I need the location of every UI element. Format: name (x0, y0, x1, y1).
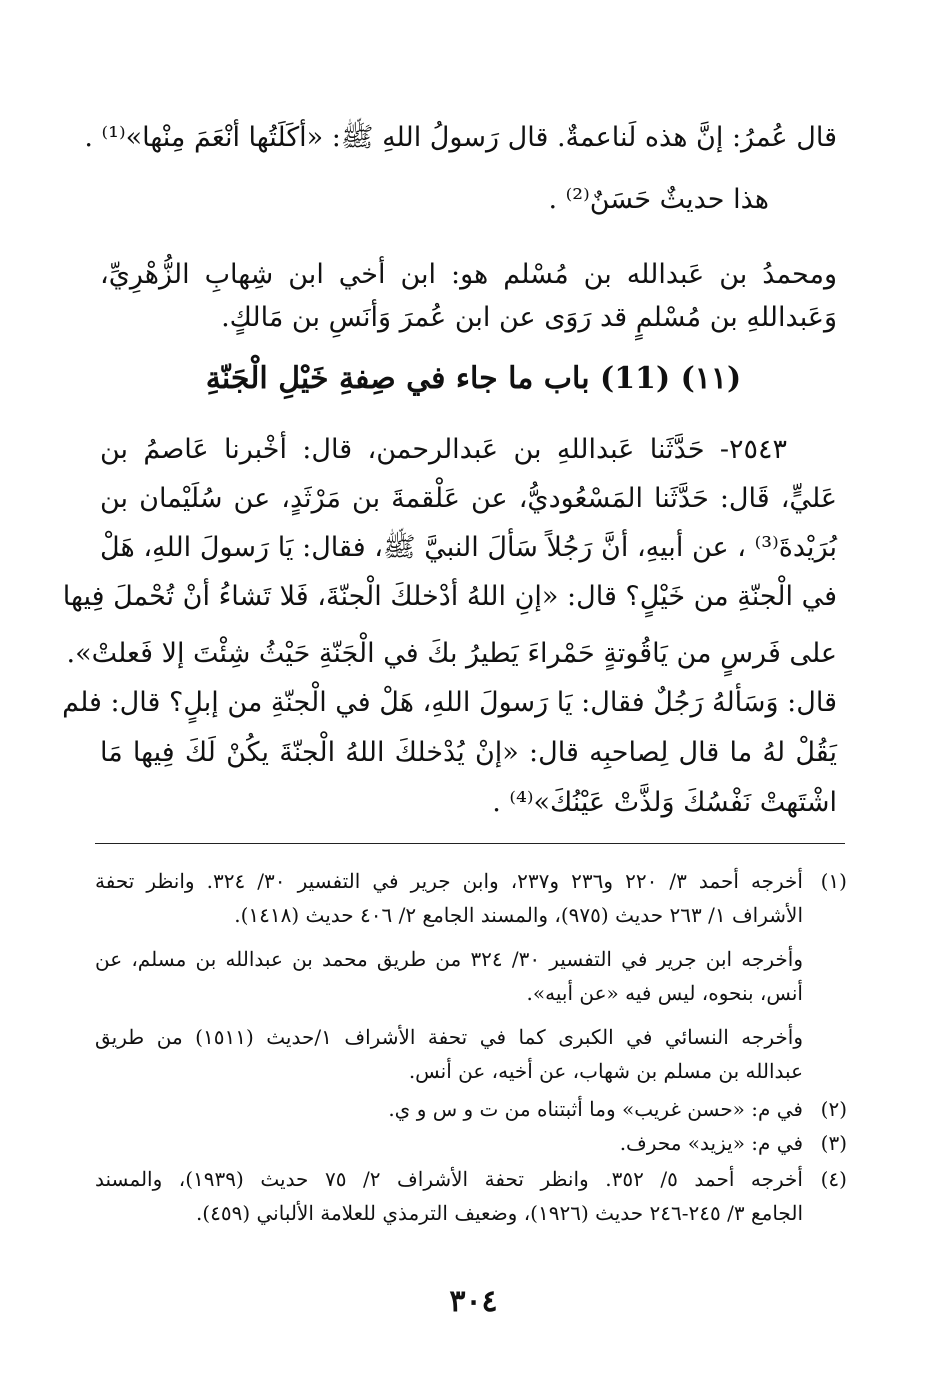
footnote-1-line-2: الأشراف ١/ ٢٦٣ حديث (٩٧٥)، والمسند الجامع ٢/ ٤٠٦ حديث (١٤١٨). (234, 903, 803, 927)
page-number: ٣٠٤ (449, 1284, 498, 1319)
footnote-1-line-1 (95, 866, 847, 896)
hadith-line-5: على فَرسٍ من يَاقُوتةٍ حَمْراءَ يَطيرُ بكَ في الْجَنّةِ حَيْثُ شِئْتَ إلا فَعلتْ». (66, 638, 837, 669)
footnote-number: (٢) (820, 1097, 847, 1121)
footnote-2 (95, 1094, 847, 1124)
footnote-1-line-4: أنس، بنحوه، ليس فيه «عن أبيه». (526, 981, 803, 1005)
body-line-3: ومحمدُ بن عَبدالله بن مُسْلم هو: ابن أخي ابن شِهابِ الزُّهْرِيِّ، (100, 259, 837, 290)
footnote-number: (١) (820, 869, 847, 893)
hadith-line-6: قال: وَسَألهُ رَجُلٌ فقال: يَا رَسولَ اللهِ، هَلْ في الْجنّةِ من إبلٍ؟ قال: فلم (62, 687, 837, 718)
footnote-text: أخرجه أحمد ٣/ ٢٢٠ و٢٣٦ و٢٣٧، وابن جرير في التفسير ٣٠/ ٣٢٤. وانظر تحفة (95, 869, 803, 893)
footnote-text: في م: «يزيد» محرف. (619, 1131, 803, 1155)
footnote-1-line-6: عبدالله بن مسلم بن شهاب، عن أخيه، عن أنس. (408, 1059, 803, 1083)
hadith-line-2: عَليٍّ، قَال: حَدَّثَنا المَسْعُوديُّ، عن عَلْقمةَ بن مَرْثَدٍ، عن سُلَيْمان بن (100, 483, 837, 514)
hadith-line-1: ٢٥٤٣- حَدَّثَنا عَبداللهِ بن عَبدالرحمن، قال: أخْبرنا عَاصمُ بن (100, 434, 787, 465)
footnote-3 (95, 1128, 847, 1158)
body-line-2: هذا حديثٌ حَسَنٌ⁽²⁾ . (548, 184, 769, 215)
footnote-number: (٣) (820, 1131, 847, 1155)
body-line-4: وَعَبداللهِ بن مُسْلمٍ قد رَوَى عن ابن عُمرَ وَأنَسِ بن مَالكٍ. (221, 302, 837, 333)
footnote-4-line-2: الجامع ٣/ ٢٤٥-٢٤٦ حديث (١٩٢٦)، وضعيف الترمذي للعلامة الألباني (٤٥٩). (195, 1201, 803, 1225)
hadith-line-8: اشْتَهتْ نَفْسُكَ وَلذَّتْ عَيْنُكَ»⁽⁴⁾ . (492, 787, 837, 818)
hadith-line-7: يَقُلْ لهُ ما قال لِصاحبِه قال: «إنْ يُدْخلكَ اللهُ الْجنّةَ يكُنْ لَكَ فِيها مَا (100, 737, 837, 768)
body-line-1: قال عُمرُ: إنَّ هذه لَناعمةٌ. قال رَسولُ اللهِ ﷺ: «أكَلَتُها أنْعَمَ مِنْها»⁽¹⁾ . (84, 122, 837, 153)
footnote-1-line-5: وأخرجه النسائي في الكبرى كما في تحفة الأشراف ١/حديث (١٥١١) من طريق (95, 1025, 803, 1049)
chapter-heading: (١١) (11) باب ما جاء في صِفةِ خَيْلِ الْجَنّةِ (205, 361, 742, 396)
footnote-separator (95, 843, 845, 844)
footnote-4-line-1 (95, 1164, 847, 1194)
footnote-text: في م: «حسن غريب» وما أثبتناه من ت و س و ي. (388, 1097, 803, 1121)
footnote-text: أخرجه أحمد ٥/ ٣٥٢. وانظر تحفة الأشراف ٢/ ٧٥ حديث (١٩٣٩)، والمسند (95, 1167, 803, 1191)
footnote-1-line-3: وأخرجه ابن جرير في التفسير ٣٠/ ٣٢٤ من طريق محمد بن عبدالله بن مسلم، عن (95, 947, 803, 971)
footnote-number: (٤) (820, 1167, 847, 1191)
hadith-line-3: بُرَيْدةَ⁽³⁾ ، عن أبيهِ، أنَّ رَجُلاً سَألَ النبيَّ ﷺ، فقال: يَا رَسولَ اللهِ، هَلْ (100, 532, 837, 563)
hadith-line-4: في الْجنّةِ من خَيْلٍ؟ قال: «إنِ اللهُ أدْخلكَ الْجنّةَ، فَلا تَشاءُ أنْ تُحْملَ فِيها (62, 581, 837, 612)
